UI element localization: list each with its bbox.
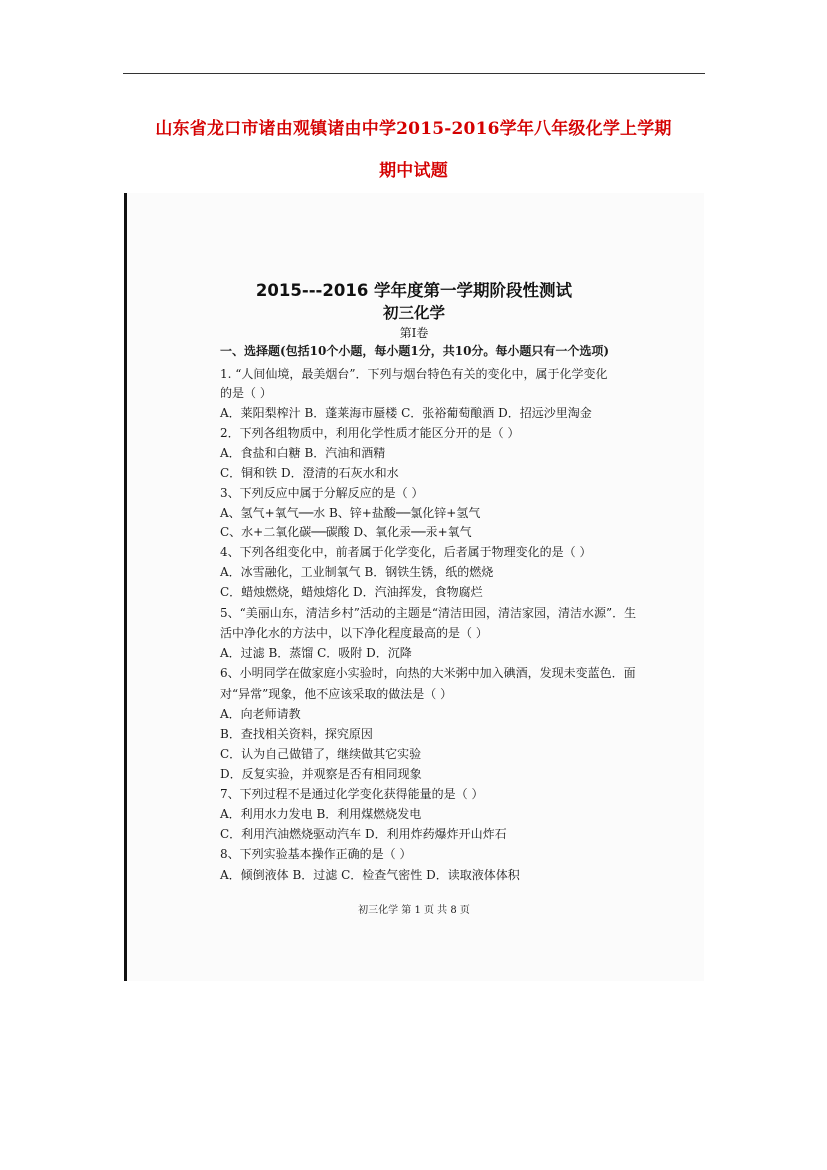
question-line: 的是（ ） <box>220 386 272 400</box>
question-line: C、水+二氧化碳──碳酸 D、氧化汞──汞+氧气 <box>220 525 472 539</box>
question-line: A、氢气+氧气──水 B、锌+盐酸──氯化锌+氢气 <box>220 506 481 520</box>
question-line: C．认为自己做错了，继续做其它实验 <box>220 747 422 761</box>
exam-heading: 2015---2016 学年度第一学期阶段性测试 <box>255 281 573 300</box>
top-rule <box>123 73 705 74</box>
question-line: 3、下列反应中属于分解反应的是（ ） <box>220 486 424 500</box>
question-line: A．食盐和白糖 B．汽油和酒精 <box>220 446 386 460</box>
question-line: 6、小明同学在做家庭小实验时，向热的大米粥中加入碘酒，发现未变蓝色．面 <box>220 666 636 680</box>
question-line: 2．下列各组物质中，利用化学性质才能区分开的是（ ） <box>220 426 520 440</box>
exam-volume: 第Ⅰ卷 <box>399 326 429 340</box>
question-line: B．查找相关资料，探究原因 <box>220 727 373 741</box>
question-line: 活中净化水的方法中，以下净化程度最高的是（ ） <box>220 626 488 640</box>
question-line: D．反复实验，并观察是否有相同现象 <box>220 767 422 781</box>
question-line: A．向老师请教 <box>220 707 301 721</box>
question-line: C．利用汽油燃烧驱动汽车 D．利用炸药爆炸开山炸石 <box>220 827 507 841</box>
exam-subject: 初三化学 <box>382 304 445 322</box>
section-heading: 一、选择题(包括10个小题，每小题1分，共10分。每小题只有一个选项) <box>220 344 610 358</box>
question-line: 4、下列各组变化中，前者属于化学变化，后者属于物理变化的是（ ） <box>220 545 592 559</box>
question-line: A．冰雪融化，工业制氧气 B．钢铁生锈，纸的燃烧 <box>220 565 494 579</box>
document-title: 山东省龙口市诸由观镇诸由中学2015-2016学年八年级化学上学期 <box>155 119 672 139</box>
page-footer: 初三化学 第 1 页 共 8 页 <box>358 905 470 916</box>
question-line: 对“异常”现象，他不应该采取的做法是（ ） <box>220 687 453 701</box>
question-line: A．过滤 B．蒸馏 C．吸附 D．沉降 <box>220 646 412 660</box>
question-line: 8、下列实验基本操作正确的是（ ） <box>220 847 412 861</box>
question-line: A．利用水力发电 B．利用煤燃烧发电 <box>220 807 422 821</box>
question-line: 1. “人间仙境，最美烟台”．下列与烟台特色有关的变化中，属于化学变化 <box>220 367 608 381</box>
scanned-exam-page <box>124 193 704 981</box>
question-line: 5、“美丽山东，清洁乡村”活动的主题是“清洁田园，清洁家园，清洁水源”．生 <box>220 606 637 620</box>
question-line: A．倾倒液体 B．过滤 C．检查气密性 D．读取液体体积 <box>220 868 520 882</box>
question-line: C．铜和铁 D．澄清的石灰水和水 <box>220 466 399 480</box>
question-line: C．蜡烛燃烧，蜡烛熔化 D．汽油挥发，食物腐烂 <box>220 585 483 599</box>
document-title-cont: 期中试题 <box>379 161 448 181</box>
question-line: A．莱阳梨榨汁 B．蓬莱海市蜃楼 C．张裕葡萄酿酒 D．招远沙里淘金 <box>220 406 592 420</box>
question-line: 7、下列过程不是通过化学变化获得能量的是（ ） <box>220 787 484 801</box>
